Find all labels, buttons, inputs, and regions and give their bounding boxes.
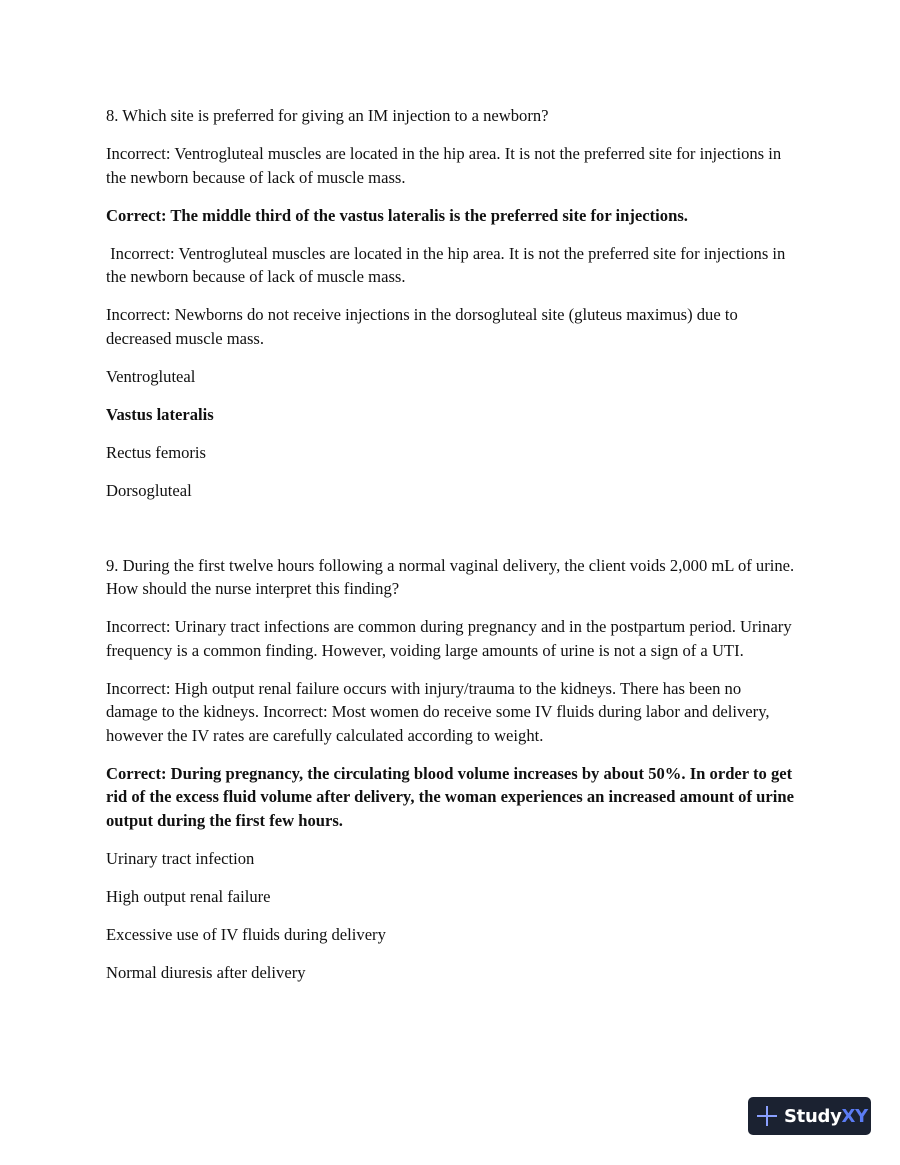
studyxy-badge[interactable] <box>748 1097 871 1135</box>
question-9-option: Excessive use of IV fluids during delivery <box>106 924 386 944</box>
brand-part-study: Study <box>784 1105 842 1127</box>
question-8-rationale: Incorrect: Ventrogluteal muscles are located in the hip area. It is not the preferred site for injections in the newborn because of lack of muscle mass. <box>106 243 790 286</box>
question-8-rationale: Incorrect: Newborns do not receive injections in the dorsogluteal site (gluteus maximus) due to decreased muscle mass. <box>106 305 738 348</box>
question-8-correct-rationale: Correct: The middle third of the vastus lateralis is the preferred site for injections. <box>106 205 688 225</box>
question-8-option: Rectus femoris <box>106 442 207 462</box>
question-9-rationale: Incorrect: High output renal failure occurs with injury/trauma to the kidneys. There has been no damage to the kidneys. Incorrect: Most women do receive some IV fluids during labor and delivery, however the IV rates are carefully calculated according to weight. <box>106 678 770 745</box>
question-9-correct-rationale: Correct: During pregnancy, the circulating blood volume increases by about 50%. In order to get rid of the excess fluid volume after delivery, the woman experiences an increased amount of urine output during the first few hours. <box>106 763 794 830</box>
question-8-prompt: 8. Which site is preferred for giving an IM injection to a newborn? <box>106 106 549 125</box>
question-9-option: High output renal failure <box>106 886 271 906</box>
question-9-option: Normal diuresis after delivery <box>106 962 306 982</box>
question-9-prompt: 9. During the first twelve hours following a normal vaginal delivery, the client voids 2,000 mL of urine. How should the nurse interpret this finding? <box>106 555 795 598</box>
question-8-option: Ventrogluteal <box>106 366 196 386</box>
brand-part-xy: XY <box>841 1105 868 1127</box>
question-9-rationale: Incorrect: Urinary tract infections are common during pregnancy and in the postpartum period. Urinary frequency is a common finding. However, voiding large amounts of urine is not a sign of a UTI. <box>106 617 792 660</box>
studyxy-logo-text <box>784 1106 868 1127</box>
question-8-correct-option: Vastus lateralis <box>106 404 214 424</box>
document-page <box>106 104 796 999</box>
question-8-option: Dorsogluteal <box>106 480 192 500</box>
question-spacer <box>106 517 796 554</box>
question-8-rationale: Incorrect: Ventrogluteal muscles are located in the hip area. It is not the preferred site for injections in the newborn because of lack of muscle mass. <box>106 144 782 187</box>
question-9-option: Urinary tract infection <box>106 848 255 868</box>
plus-icon <box>756 1105 778 1127</box>
